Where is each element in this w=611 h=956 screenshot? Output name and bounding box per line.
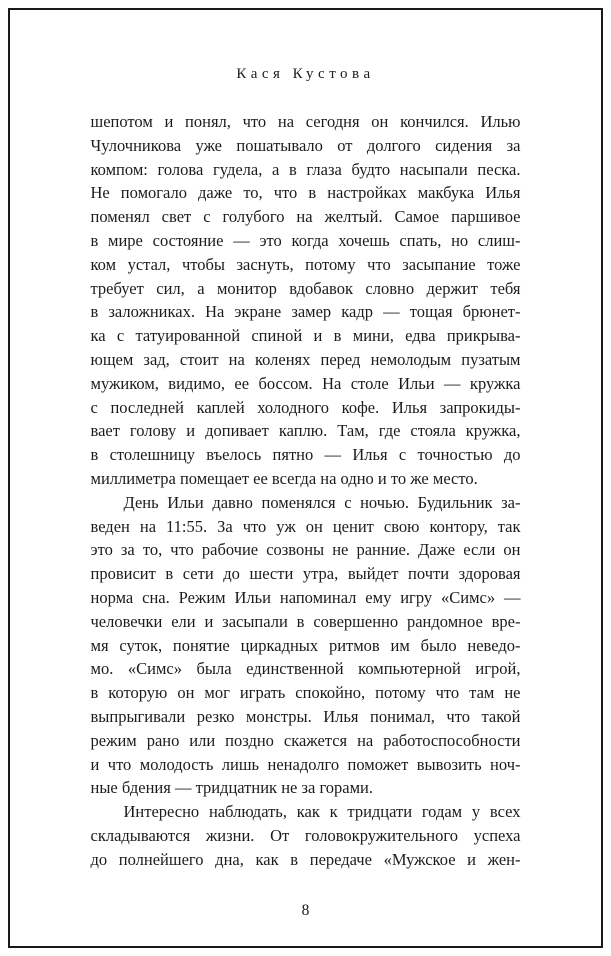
text-line: Интересно наблюдать, как к тридцати годам у всех: [123, 802, 521, 822]
paragraph: [91, 491, 521, 800]
page-number: 8: [301, 902, 310, 919]
body-text: [91, 110, 521, 872]
author-header: Кася Кустова: [236, 66, 375, 82]
text-line: требует сил, а монитор вдобавок словно держит тебя: [90, 278, 521, 298]
text-line: складываются жизни. От головокружительного успеха: [90, 825, 521, 845]
text-line: вает голову и допивает каплю. Там, где стояла кружка,: [90, 421, 521, 441]
text-line: до полнейшего дна, как в передаче «Мужское и жен-: [90, 849, 521, 869]
text-line: ком устал, чтобы заснуть, потому что засыпание тоже: [90, 254, 521, 274]
text-line: Не помогало даже то, что в настройках макбука Илья: [90, 183, 521, 203]
text-line: веден на 11:55. За что уж он ценит свою контору, так: [90, 516, 521, 536]
text-line: провисит в сети до шести утра, выйдет почти здоровая: [90, 564, 521, 584]
page-border: [8, 8, 603, 948]
text-line: с последней каплей холодного кофе. Илья запрокиды-: [90, 397, 521, 417]
text-line: и что молодость лишь ненадолго поможет вывозить ноч-: [90, 754, 521, 774]
text-line: в которую он мог играть спокойно, потому что там не: [90, 683, 521, 703]
text-line: ка с татуированной спиной и в мини, едва прикрыва-: [90, 326, 521, 346]
text-line: поменял свет с голубого на желтый. Самое паршивое: [90, 207, 521, 227]
text-line: в столешницу въелось пятно — Илья с точностью до: [90, 445, 521, 465]
text-line: миллиметра помещает ее всегда на одно и то же место.: [90, 468, 478, 488]
text-line: мужиком, видимо, ее боссом. На столе Ильи — кружка: [90, 373, 521, 393]
text-line: ные бдения — тридцатник не за горами.: [90, 778, 374, 798]
text-line: мо. «Симс» была единственной компьютерной игрой,: [90, 659, 521, 679]
text-line: Чулочникова уже пошатывало от долгого сидения за: [90, 135, 521, 155]
text-line: компом: голова гудела, а в глаза будто насыпали песка.: [90, 159, 521, 179]
text-line: День Ильи давно поменялся с ночью. Будильник за-: [123, 492, 521, 512]
text-line: ющем зад, стоит на коленях перед немолодым пузатым: [90, 349, 521, 369]
text-line: выпрыгивали резко монстры. Илья понимал, что такой: [90, 706, 521, 726]
text-line: норма сна. Режим Ильи напоминал ему игру «Симс» —: [90, 587, 521, 607]
text-line: человечки ели и засыпали в совершенно рандомное вре-: [90, 611, 521, 631]
text-line: в заложниках. На экране замер кадр — тощая брюнет-: [90, 302, 521, 322]
text-line: шепотом и понял, что на сегодня он кончился. Илью: [90, 112, 521, 131]
text-line: мя суток, понятие циркадных ритмов им было неведо-: [90, 635, 521, 655]
text-line: в мире состояние — это когда хочешь спать, но слиш-: [90, 230, 521, 250]
text-line: режим рано или поздно скажется на работоспособности: [90, 730, 521, 750]
text-line: это за то, что рабочие созвоны не ранние. Даже если он: [90, 540, 521, 560]
paragraph: [91, 800, 521, 871]
paragraph: [91, 110, 521, 491]
